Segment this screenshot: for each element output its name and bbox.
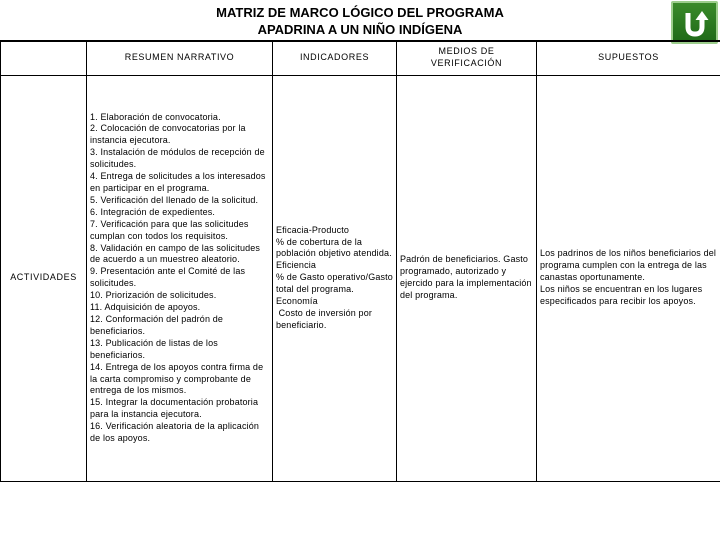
header-assumptions: SUPUESTOS	[537, 41, 720, 75]
activity-item: 5. Verificación del llenado de la solicitud.	[90, 194, 259, 205]
indicators-cell	[273, 75, 397, 482]
header-verification-text: MEDIOS DE VERIFICACIÓN	[430, 46, 503, 69]
activity-item: 13. Publicación de listas de los beneficiarios.	[90, 337, 218, 360]
indicator-item: % de cobertura de la población objetivo atendida.	[276, 236, 392, 259]
title-line-2: APADRINA A UN NIÑO INDÍGENA	[257, 22, 463, 37]
verification-cell: Padrón de beneficiarios. Gasto programado, autorizado y ejercido para la implementación del programa.	[397, 75, 537, 482]
indicator-item: Eficiencia	[276, 260, 317, 271]
title-line-1: MATRIZ DE MARCO LÓGICO DEL PROGRAMA	[216, 5, 504, 20]
activity-item: 16. Verificación aleatoria de la aplicación de los apoyos.	[90, 421, 260, 444]
page-title	[130, 4, 590, 38]
activity-item: 12. Conformación del padrón de beneficiarios.	[90, 313, 224, 336]
logical-framework-matrix	[0, 40, 720, 482]
activity-item: 8. Validación en campo de las solicitudes de acuerdo a un muestreo aleatorio.	[90, 242, 261, 265]
header-verification	[397, 41, 537, 75]
activity-item: 11. Adquisición de apoyos.	[90, 302, 201, 313]
u-turn-return-icon	[679, 7, 711, 39]
indicator-item: % de Gasto operativo/Gasto total del programa.	[276, 272, 393, 295]
activity-item: 3. Instalación de módulos de recepción de solicitudes.	[90, 147, 265, 170]
activity-item: 1. Elaboración de convocatoria.	[90, 111, 221, 122]
header-indicators: INDICADORES	[273, 41, 397, 75]
indicator-item: Economía	[276, 296, 318, 307]
header-row	[1, 41, 720, 75]
header-corner	[1, 41, 87, 75]
header-narrative: RESUMEN NARRATIVO	[87, 41, 273, 75]
activities-row	[1, 75, 720, 482]
indicator-item: Costo de inversión por beneficiario.	[276, 308, 375, 330]
return-button[interactable]	[671, 1, 718, 44]
activity-item: 15. Integrar la documentación probatoria para la instancia ejecutora.	[90, 397, 259, 420]
activities-cell	[87, 75, 273, 482]
assumption-item: Los niños se encuentran en los lugares especificados para recibir los apoyos.	[540, 284, 703, 307]
assumptions-cell	[537, 75, 720, 482]
activity-item: 7. Verificación para que las solicitudes cumplan con todos los requisitos.	[90, 218, 249, 241]
activity-item: 10. Priorización de solicitudes.	[90, 290, 217, 301]
activity-item: 6. Integración de expedientes.	[90, 206, 216, 217]
indicator-item: Eficacia-Producto	[276, 224, 350, 235]
activity-item: 4. Entrega de solicitudes a los interesados en participar en el programa.	[90, 171, 266, 193]
assumption-item: Los padrinos de los niños beneficiarios del programa cumplen con la entrega de las canastas oportunamente.	[540, 248, 717, 283]
activity-item: 2. Colocación de convocatorias por la instancia ejecutora.	[90, 123, 246, 146]
activity-item: 9. Presentación ante el Comité de las solicitudes.	[90, 266, 246, 289]
activity-item: 14. Entrega de los apoyos contra firma de la carta compromiso y comprobante de entrega de los mismos.	[90, 361, 264, 396]
row-label-activities: ACTIVIDADES	[1, 75, 87, 482]
